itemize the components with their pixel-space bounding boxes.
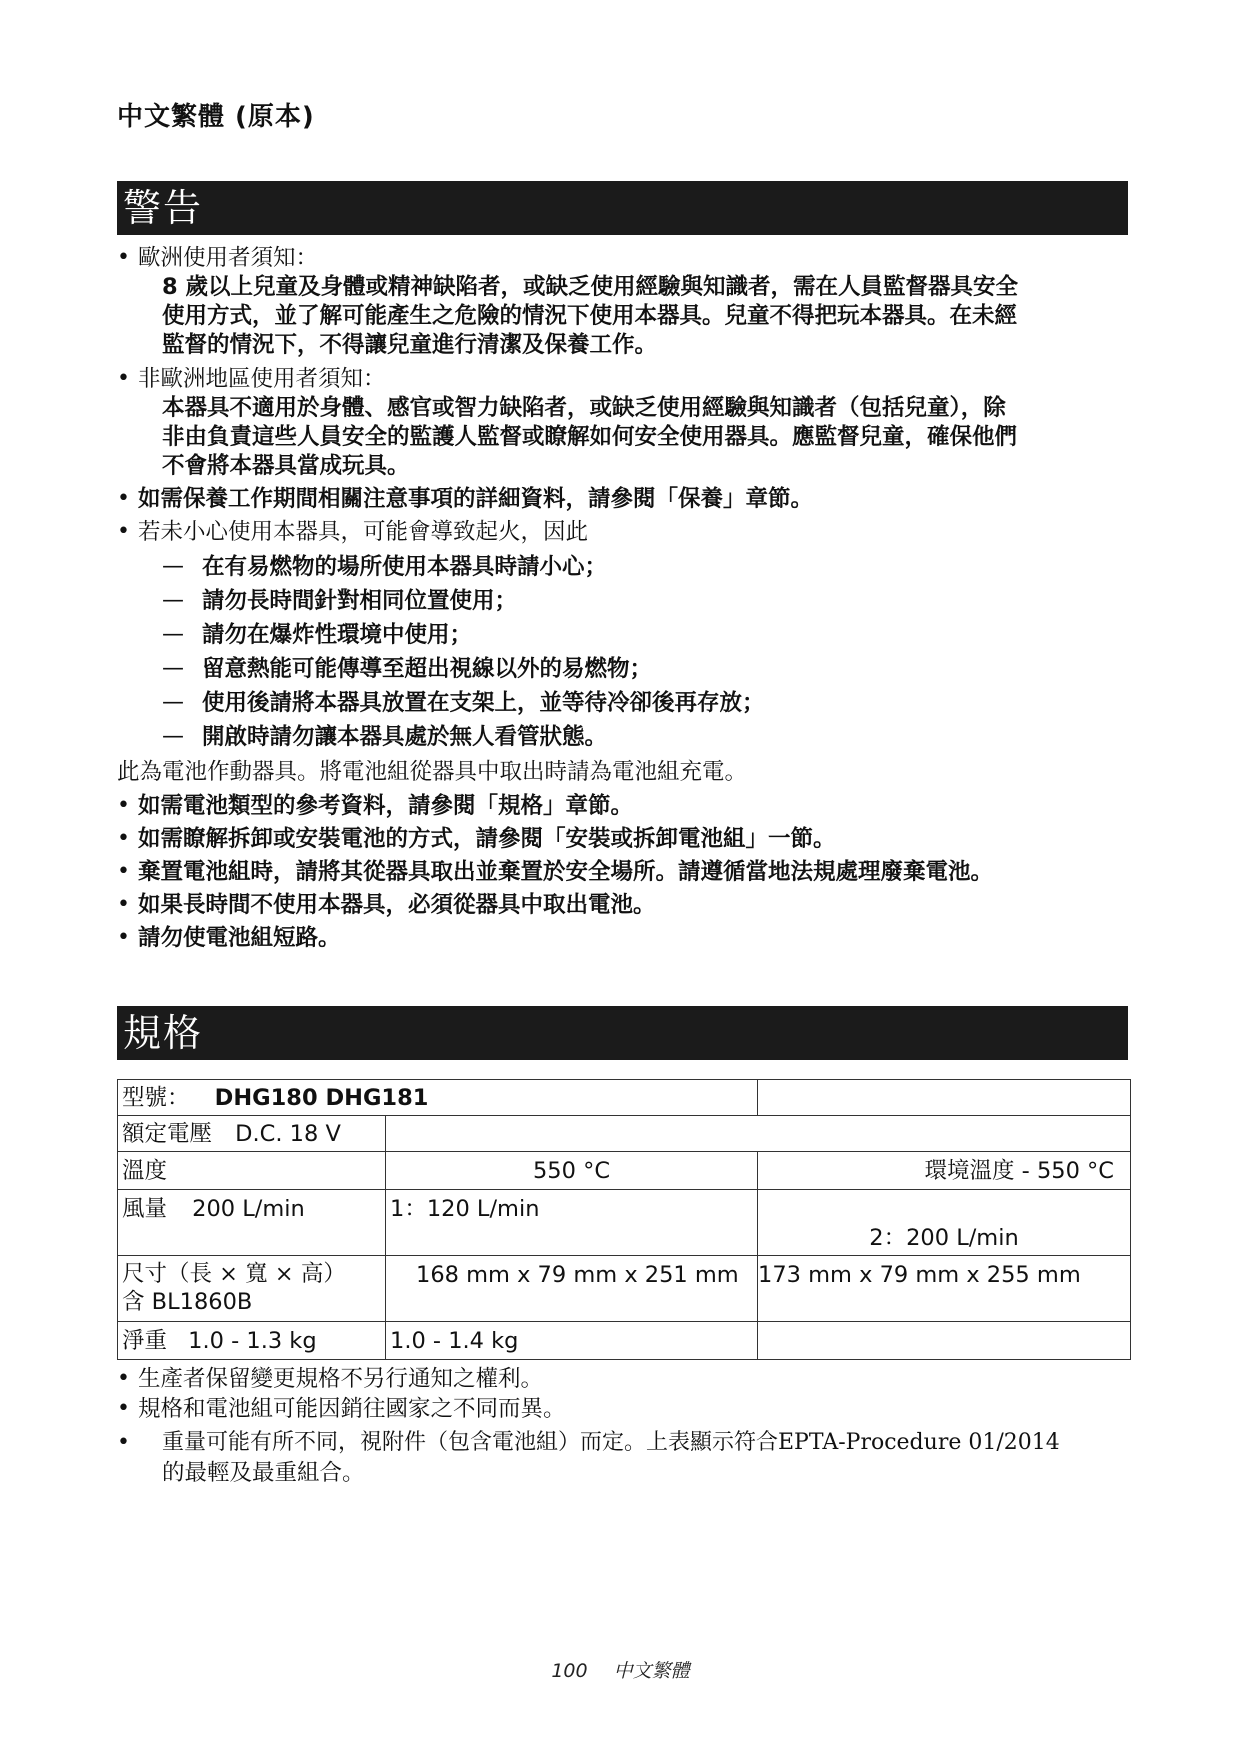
dash-icon: — — [162, 690, 184, 715]
table-row — [118, 1116, 1131, 1152]
airflow-value-3: 2：200 L/min — [758, 1190, 1131, 1256]
table-row — [118, 1322, 1131, 1360]
table-row — [118, 1190, 1131, 1256]
fire-item-4: 留意熱能可能傳導至超出視線以外的易燃物； — [202, 656, 653, 682]
dimensions-label: 尺寸（長 × 寬 × 高） — [122, 1261, 346, 1287]
bullet-icon: • — [117, 1430, 130, 1455]
bullet-icon: • — [117, 892, 130, 917]
model-cell — [118, 1080, 758, 1116]
airflow-cell — [118, 1190, 386, 1256]
bullet-icon: • — [117, 1366, 130, 1391]
battery-item-2: 如需瞭解拆卸或安裝電池的方式，請參閱「安裝或拆卸電池組」一節。 — [138, 826, 836, 852]
bullet-icon: • — [117, 519, 130, 544]
spec-note-2: 規格和電池組可能因銷往國家之不同而異。 — [138, 1396, 566, 1422]
non-eu-line-2: 非由負責這些人員安全的監護人監督或瞭解如何安全使用器具。應監督兒童，確保他們 — [162, 424, 1018, 450]
eu-line-3: 監督的情況下，不得讓兒童進行清潔及保養工作。 — [162, 332, 658, 358]
maintenance-note: 如需保養工作期間相關注意事項的詳細資料，請參閱「保養」章節。 — [138, 486, 814, 512]
temperature-value-dhg181: 環境溫度 - 550 °C — [758, 1152, 1131, 1190]
battery-item-1: 如需電池類型的參考資料，請參閱「規格」章節。 — [138, 793, 634, 819]
bullet-icon: • — [117, 793, 130, 818]
airflow-label: 風量 — [122, 1196, 168, 1222]
fire-item-5: 使用後請將本器具放置在支架上，並等待冷卻後再存放； — [202, 690, 765, 716]
battery-item-3: 棄置電池組時，請將其從器具取出並棄置於安全場所。請遵循當地法規處理廢棄電池。 — [138, 859, 994, 885]
specifications-table — [117, 1079, 1131, 1360]
bullet-icon: • — [117, 859, 130, 884]
page-footer — [0, 1656, 1241, 1683]
language-title: 中文繁體 (原本) — [117, 102, 315, 132]
eu-line-2: 使用方式，並了解可能產生之危險的情況下使用本器具。兒童不得把玩本器具。在未經 — [162, 303, 1018, 329]
temperature-label: 溫度 — [118, 1152, 386, 1190]
fire-item-6: 開啟時請勿讓本器具處於無人看管狀態。 — [202, 724, 608, 750]
airflow-value-1: 200 L/min — [192, 1196, 305, 1222]
empty-cell — [386, 1116, 1131, 1152]
table-row — [118, 1256, 1131, 1322]
fire-item-1: 在有易燃物的場所使用本器具時請小心； — [202, 554, 608, 580]
non-eu-users-heading: 非歐洲地區使用者須知： — [138, 366, 386, 392]
empty-cell — [758, 1322, 1131, 1360]
dimensions-battery-label: 含 BL1860B — [122, 1289, 253, 1315]
table-row — [118, 1080, 1131, 1116]
dimensions-value-dhg180: 168 mm x 79 mm x 251 mm — [386, 1256, 758, 1322]
fire-item-3: 請勿在爆炸性環境中使用； — [202, 622, 473, 648]
battery-item-4: 如果長時間不使用本器具，必須從器具中取出電池。 — [138, 892, 656, 918]
eu-users-heading: 歐洲使用者須知： — [138, 245, 319, 271]
bullet-icon: • — [117, 826, 130, 851]
warning-section-header: 警告 — [117, 181, 1128, 235]
model-values: DHG180 DHG181 — [214, 1085, 429, 1111]
dash-icon: — — [162, 656, 184, 681]
empty-cell — [758, 1080, 1131, 1116]
eu-line-1: 8 歲以上兒童及身體或精神缺陷者，或缺乏使用經驗與知識者，需在人員監督器具安全 — [162, 274, 1018, 300]
airflow-value-2: 1：120 L/min — [390, 1196, 540, 1222]
airflow-cell-2 — [386, 1190, 758, 1256]
voltage-cell — [118, 1116, 386, 1152]
bullet-icon: • — [117, 1396, 130, 1421]
battery-item-5: 請勿使電池組短路。 — [138, 925, 341, 951]
weight-note-line-1: 重量可能有所不同，視附件（包含電池組）而定。上表顯示符合EPTA-Procedure 01/2014 — [162, 1430, 1060, 1455]
spec-note-1: 生產者保留變更規格不另行通知之權利。 — [138, 1366, 544, 1392]
footer-language: 中文繁體 — [613, 1660, 690, 1682]
weight-cell — [118, 1322, 386, 1360]
fire-item-2: 請勿長時間針對相同位置使用； — [202, 588, 518, 614]
dimensions-value-dhg181: 173 mm x 79 mm x 255 mm — [758, 1256, 1131, 1322]
dash-icon: — — [162, 622, 184, 647]
weight-note-line-2: 的最輕及最重組合。 — [162, 1460, 365, 1486]
dash-icon: — — [162, 724, 184, 749]
voltage-value: D.C. 18 V — [235, 1121, 341, 1147]
bullet-icon: • — [117, 366, 130, 391]
table-row — [118, 1152, 1131, 1190]
specifications-section-header: 規格 — [117, 1006, 1128, 1060]
bullet-icon: • — [117, 925, 130, 950]
model-label: 型號： — [122, 1085, 190, 1111]
bullet-icon: • — [117, 486, 130, 511]
non-eu-line-1: 本器具不適用於身體、感官或智力缺陷者，或缺乏使用經驗與知識者（包括兒童），除 — [162, 395, 1006, 421]
temperature-value-dhg180: 550 °C — [386, 1152, 758, 1190]
page-number: 100 — [551, 1660, 588, 1682]
battery-operated-note: 此為電池作動器具。將電池組從器具中取出時請為電池組充電。 — [117, 759, 748, 785]
dash-icon: — — [162, 554, 184, 579]
dash-icon: — — [162, 588, 184, 613]
weight-value-2: 1.0 - 1.4 kg — [390, 1328, 519, 1354]
dimensions-cell — [118, 1256, 386, 1322]
fire-warning-heading: 若未小心使用本器具，可能會導致起火，因此 — [138, 519, 589, 545]
bullet-icon: • — [117, 245, 130, 270]
weight-label: 淨重 — [122, 1328, 168, 1354]
weight-cell-2 — [386, 1322, 758, 1360]
voltage-label: 額定電壓 — [122, 1121, 213, 1147]
weight-value-1: 1.0 - 1.3 kg — [188, 1328, 317, 1354]
non-eu-line-3: 不會將本器具當成玩具。 — [162, 453, 410, 479]
